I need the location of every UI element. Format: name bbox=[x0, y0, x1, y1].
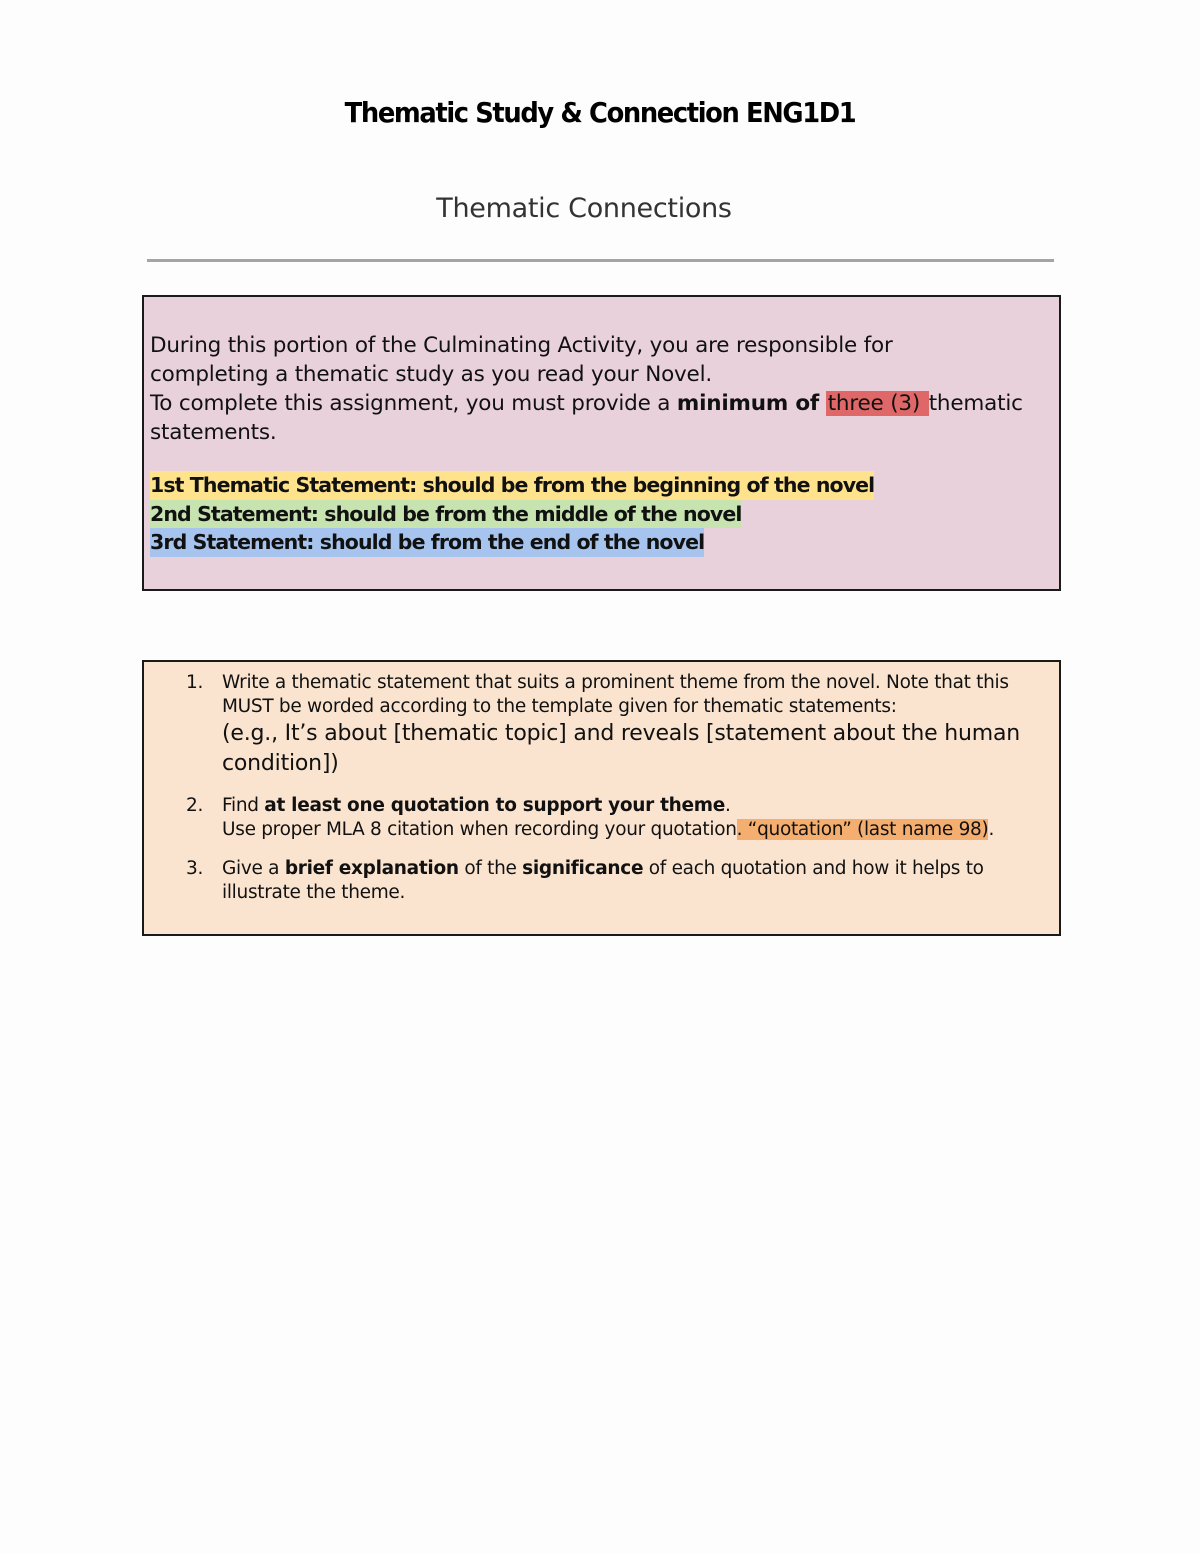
intro-line-1: During this portion of the Culminating Activity, you are responsible for bbox=[150, 333, 893, 358]
instruction-step-3 bbox=[186, 857, 1046, 905]
quotation-emphasis: at least one quotation to support your theme bbox=[264, 795, 726, 816]
intro-line-4: statements. bbox=[150, 420, 277, 445]
template-example-line-1: (e.g., It’s about [thematic topic] and reveals [statement about the human bbox=[222, 721, 1020, 746]
significance-emphasis: significance bbox=[522, 858, 644, 879]
intro-line-2: completing a thematic study as you read your Novel. bbox=[150, 362, 712, 387]
step-1-number: 1. bbox=[186, 672, 204, 693]
instruction-step-2 bbox=[186, 794, 1046, 842]
step-3-mid: of the bbox=[458, 858, 523, 879]
title-divider bbox=[147, 259, 1054, 262]
document-subtitle: Thematic Connections bbox=[436, 193, 732, 224]
step-1-line-2: MUST be worded according to the template given for thematic statements: bbox=[222, 696, 897, 717]
first-statement-requirement: 1st Thematic Statement: should be from the beginning of the novel bbox=[150, 471, 874, 500]
step-3-pre: Give a bbox=[222, 858, 285, 879]
second-statement-requirement: 2nd Statement: should be from the middle of the novel bbox=[150, 500, 741, 529]
minimum-emphasis: minimum of bbox=[676, 391, 820, 416]
intro-line-3-space bbox=[819, 391, 826, 416]
step-2-line-2 bbox=[222, 818, 1046, 842]
step-1-line-1: Write a thematic statement that suits a prominent theme from the novel. Note that this bbox=[222, 672, 1009, 693]
template-example-line-2: condition]) bbox=[222, 751, 339, 776]
step-3-line-1 bbox=[222, 857, 1046, 881]
step-2-number: 2. bbox=[186, 795, 204, 816]
three-highlight: three (3) bbox=[827, 391, 927, 416]
intro-line-3-post: thematic bbox=[928, 391, 1023, 416]
step-2-line-1 bbox=[222, 794, 1046, 818]
step-3-line-2: illustrate the theme. bbox=[222, 882, 406, 903]
step-2-pre: Find bbox=[222, 795, 265, 816]
step-2-post: . bbox=[725, 795, 731, 816]
statement-requirements bbox=[150, 471, 874, 557]
brief-explanation-emphasis: brief explanation bbox=[284, 858, 459, 879]
intro-text bbox=[150, 331, 1050, 447]
citation-example-highlight: . “quotation” (last name 98) bbox=[736, 819, 989, 840]
third-statement-requirement: 3rd Statement: should be from the end of the novel bbox=[150, 528, 704, 557]
mla-instruction-end: . bbox=[988, 819, 995, 840]
intro-line-3-pre: To complete this assignment, you must provide a bbox=[150, 391, 677, 416]
instruction-step-1 bbox=[186, 671, 1046, 779]
mla-instruction: Use proper MLA 8 citation when recording your quotation bbox=[222, 819, 737, 840]
step-3-post: of each quotation and how it helps to bbox=[643, 858, 984, 879]
step-3-number: 3. bbox=[186, 858, 204, 879]
document-title: Thematic Study & Connection ENG1D1 bbox=[344, 96, 856, 129]
instructions-list bbox=[186, 671, 1046, 920]
intro-line-3 bbox=[150, 389, 1050, 418]
